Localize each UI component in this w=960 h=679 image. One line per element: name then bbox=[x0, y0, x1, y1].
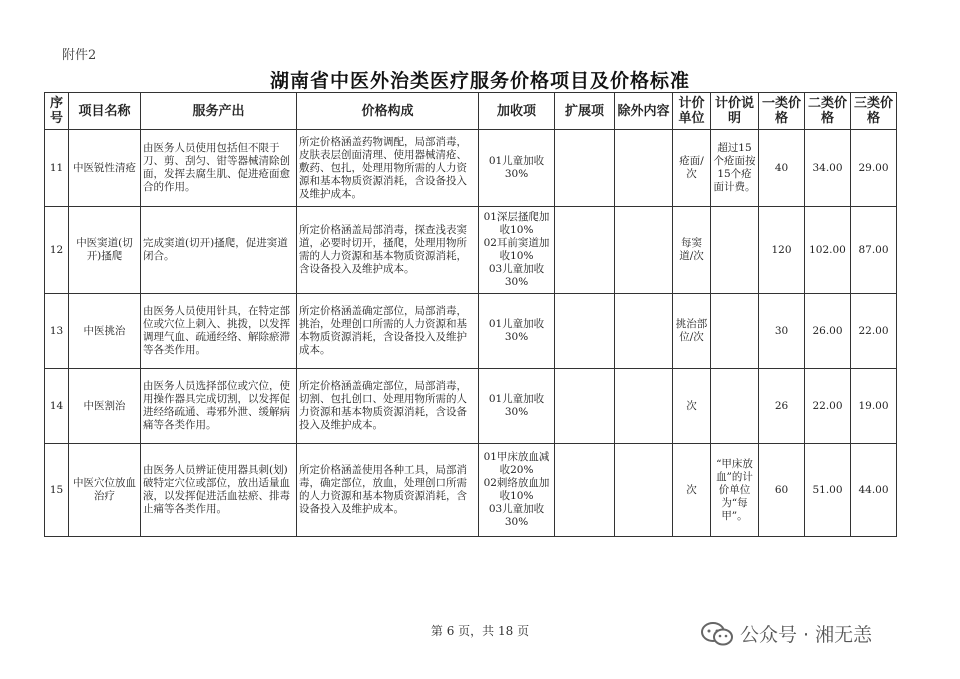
cell-seq: 12 bbox=[45, 207, 69, 294]
cell-excluded bbox=[615, 130, 673, 207]
cell-note bbox=[711, 207, 759, 294]
cell-unit: 次 bbox=[673, 444, 711, 537]
cell-note: “甲床放血”的计价单位为“每甲”。 bbox=[711, 444, 759, 537]
cell-extension bbox=[555, 444, 615, 537]
cell-note: 超过15个疮面按15个疮面计费。 bbox=[711, 130, 759, 207]
cell-price-2: 51.00 bbox=[805, 444, 851, 537]
surcharge-item: 01甲床放血减收20% bbox=[483, 451, 550, 476]
header-output: 服务产出 bbox=[141, 93, 297, 130]
header-note: 计价说明 bbox=[711, 93, 759, 130]
cell-price-1: 60 bbox=[759, 444, 805, 537]
cell-extension bbox=[555, 294, 615, 369]
cell-seq: 14 bbox=[45, 369, 69, 444]
cell-price-2: 34.00 bbox=[805, 130, 851, 207]
cell-unit: 疮面/次 bbox=[673, 130, 711, 207]
cell-excluded bbox=[615, 369, 673, 444]
cell-unit: 挑治部位/次 bbox=[673, 294, 711, 369]
cell-price-1: 120 bbox=[759, 207, 805, 294]
cell-unit: 每窦道/次 bbox=[673, 207, 711, 294]
cell-price-3: 29.00 bbox=[851, 130, 897, 207]
cell-excluded bbox=[615, 207, 673, 294]
watermark-text: 公众号 · 湘无恙 bbox=[740, 624, 873, 646]
cell-surcharge bbox=[479, 130, 555, 207]
header-price-2: 二类价格 bbox=[805, 93, 851, 130]
surcharge-item: 01儿童加收30% bbox=[488, 318, 545, 343]
surcharge-item: 03儿童加收30% bbox=[488, 263, 545, 288]
cell-output: 由医务人员使用包括但不限于刀、剪、刮匀、钳等器械清除创面，发挥去腐生肌、促进疮面愈合的作用。 bbox=[141, 130, 297, 207]
watermark bbox=[700, 620, 872, 647]
table-row bbox=[45, 444, 897, 537]
cell-name: 中医挑治 bbox=[69, 294, 141, 369]
cell-surcharge bbox=[479, 294, 555, 369]
page-footer: 第 6 页，共 18 页 bbox=[430, 624, 530, 638]
cell-composition: 所定价格涵盖确定部位，局部消毒，切割、包扎创口、处理用物所需的人力资源和基本物质资源消耗，含设备投入及维护成本。 bbox=[297, 369, 479, 444]
table-row bbox=[45, 130, 897, 207]
wechat-icon bbox=[700, 621, 734, 647]
cell-name: 中医割治 bbox=[69, 369, 141, 444]
cell-excluded bbox=[615, 294, 673, 369]
cell-composition: 所定价格涵盖药物调配，局部消毒，皮肤表层创面清理、使用器械清疮、敷药、包扎，处理用物所需的人力资源和基本物质资源消耗，含设备投入及维护成本。 bbox=[297, 130, 479, 207]
header-price-3: 三类价格 bbox=[851, 93, 897, 130]
cell-output: 完成窦道(切开)搔爬，促进窦道闭合。 bbox=[141, 207, 297, 294]
header-seq: 序号 bbox=[45, 93, 69, 130]
cell-composition: 所定价格涵盖使用各种工具，局部消毒，确定部位，放血，处理创口所需的人力资源和基本物质资源消耗，含设备投入及维护成本。 bbox=[297, 444, 479, 537]
cell-name: 中医窦道(切开)搔爬 bbox=[69, 207, 141, 294]
table-row bbox=[45, 294, 897, 369]
document-title: 湖南省中医外治类医疗服务价格项目及价格标准 bbox=[269, 70, 690, 92]
cell-note bbox=[711, 294, 759, 369]
header-excluded: 除外内容 bbox=[615, 93, 673, 130]
cell-surcharge bbox=[479, 369, 555, 444]
cell-price-2: 22.00 bbox=[805, 369, 851, 444]
surcharge-item: 01儿童加收30% bbox=[488, 393, 545, 418]
cell-price-3: 22.00 bbox=[851, 294, 897, 369]
cell-name: 中医穴位放血治疗 bbox=[69, 444, 141, 537]
cell-surcharge bbox=[479, 207, 555, 294]
cell-excluded bbox=[615, 444, 673, 537]
price-table bbox=[44, 92, 897, 537]
cell-extension bbox=[555, 130, 615, 207]
header-row bbox=[45, 93, 897, 130]
header-name: 项目名称 bbox=[69, 93, 141, 130]
cell-note bbox=[711, 369, 759, 444]
header-extension: 扩展项 bbox=[555, 93, 615, 130]
cell-price-1: 30 bbox=[759, 294, 805, 369]
cell-price-1: 26 bbox=[759, 369, 805, 444]
cell-price-1: 40 bbox=[759, 130, 805, 207]
surcharge-item: 01儿童加收30% bbox=[488, 155, 545, 180]
cell-output: 由医务人员辨证使用器具刺(划)破特定穴位或部位，放出适量血液，以发挥促进活血祛瘀、排毒止痛等各类作用。 bbox=[141, 444, 297, 537]
surcharge-item: 03儿童加收30% bbox=[488, 503, 545, 528]
surcharge-item: 01深层搔爬加收10% bbox=[483, 211, 550, 236]
cell-seq: 15 bbox=[45, 444, 69, 537]
cell-surcharge bbox=[479, 444, 555, 537]
surcharge-item: 02耳前窦道加收10% bbox=[483, 237, 550, 262]
cell-seq: 11 bbox=[45, 130, 69, 207]
cell-name: 中医锐性清疮 bbox=[69, 130, 141, 207]
cell-price-3: 44.00 bbox=[851, 444, 897, 537]
cell-extension bbox=[555, 207, 615, 294]
header-unit: 计价单位 bbox=[673, 93, 711, 130]
cell-composition: 所定价格涵盖局部消毒，探查浅表窦道，必要时切开，搔爬，处理用物所需的人力资源和基本物质资源消耗，含设备投入及维护成本。 bbox=[297, 207, 479, 294]
cell-output: 由医务人员选择部位或穴位，使用操作器具完成切割，以发挥促进经络疏通、毒邪外泄、缓解病痛等各类作用。 bbox=[141, 369, 297, 444]
cell-output: 由医务人员使用针具，在特定部位或穴位上刺入、挑拨，以发挥调理气血、疏通经络、解除瘀滞等各类作用。 bbox=[141, 294, 297, 369]
cell-composition: 所定价格涵盖确定部位，局部消毒，挑治，处理创口所需的人力资源和基本物质资源消耗，含设备投入及维护成本。 bbox=[297, 294, 479, 369]
table-row bbox=[45, 207, 897, 294]
cell-price-2: 102.00 bbox=[805, 207, 851, 294]
cell-extension bbox=[555, 369, 615, 444]
surcharge-item: 02刺络放血加收10% bbox=[483, 477, 550, 502]
attachment-label: 附件2 bbox=[62, 48, 97, 63]
table-row bbox=[45, 369, 897, 444]
header-price-1: 一类价格 bbox=[759, 93, 805, 130]
cell-price-2: 26.00 bbox=[805, 294, 851, 369]
cell-unit: 次 bbox=[673, 369, 711, 444]
cell-price-3: 19.00 bbox=[851, 369, 897, 444]
header-surcharge: 加收项 bbox=[479, 93, 555, 130]
header-composition: 价格构成 bbox=[297, 93, 479, 130]
cell-seq: 13 bbox=[45, 294, 69, 369]
cell-price-3: 87.00 bbox=[851, 207, 897, 294]
